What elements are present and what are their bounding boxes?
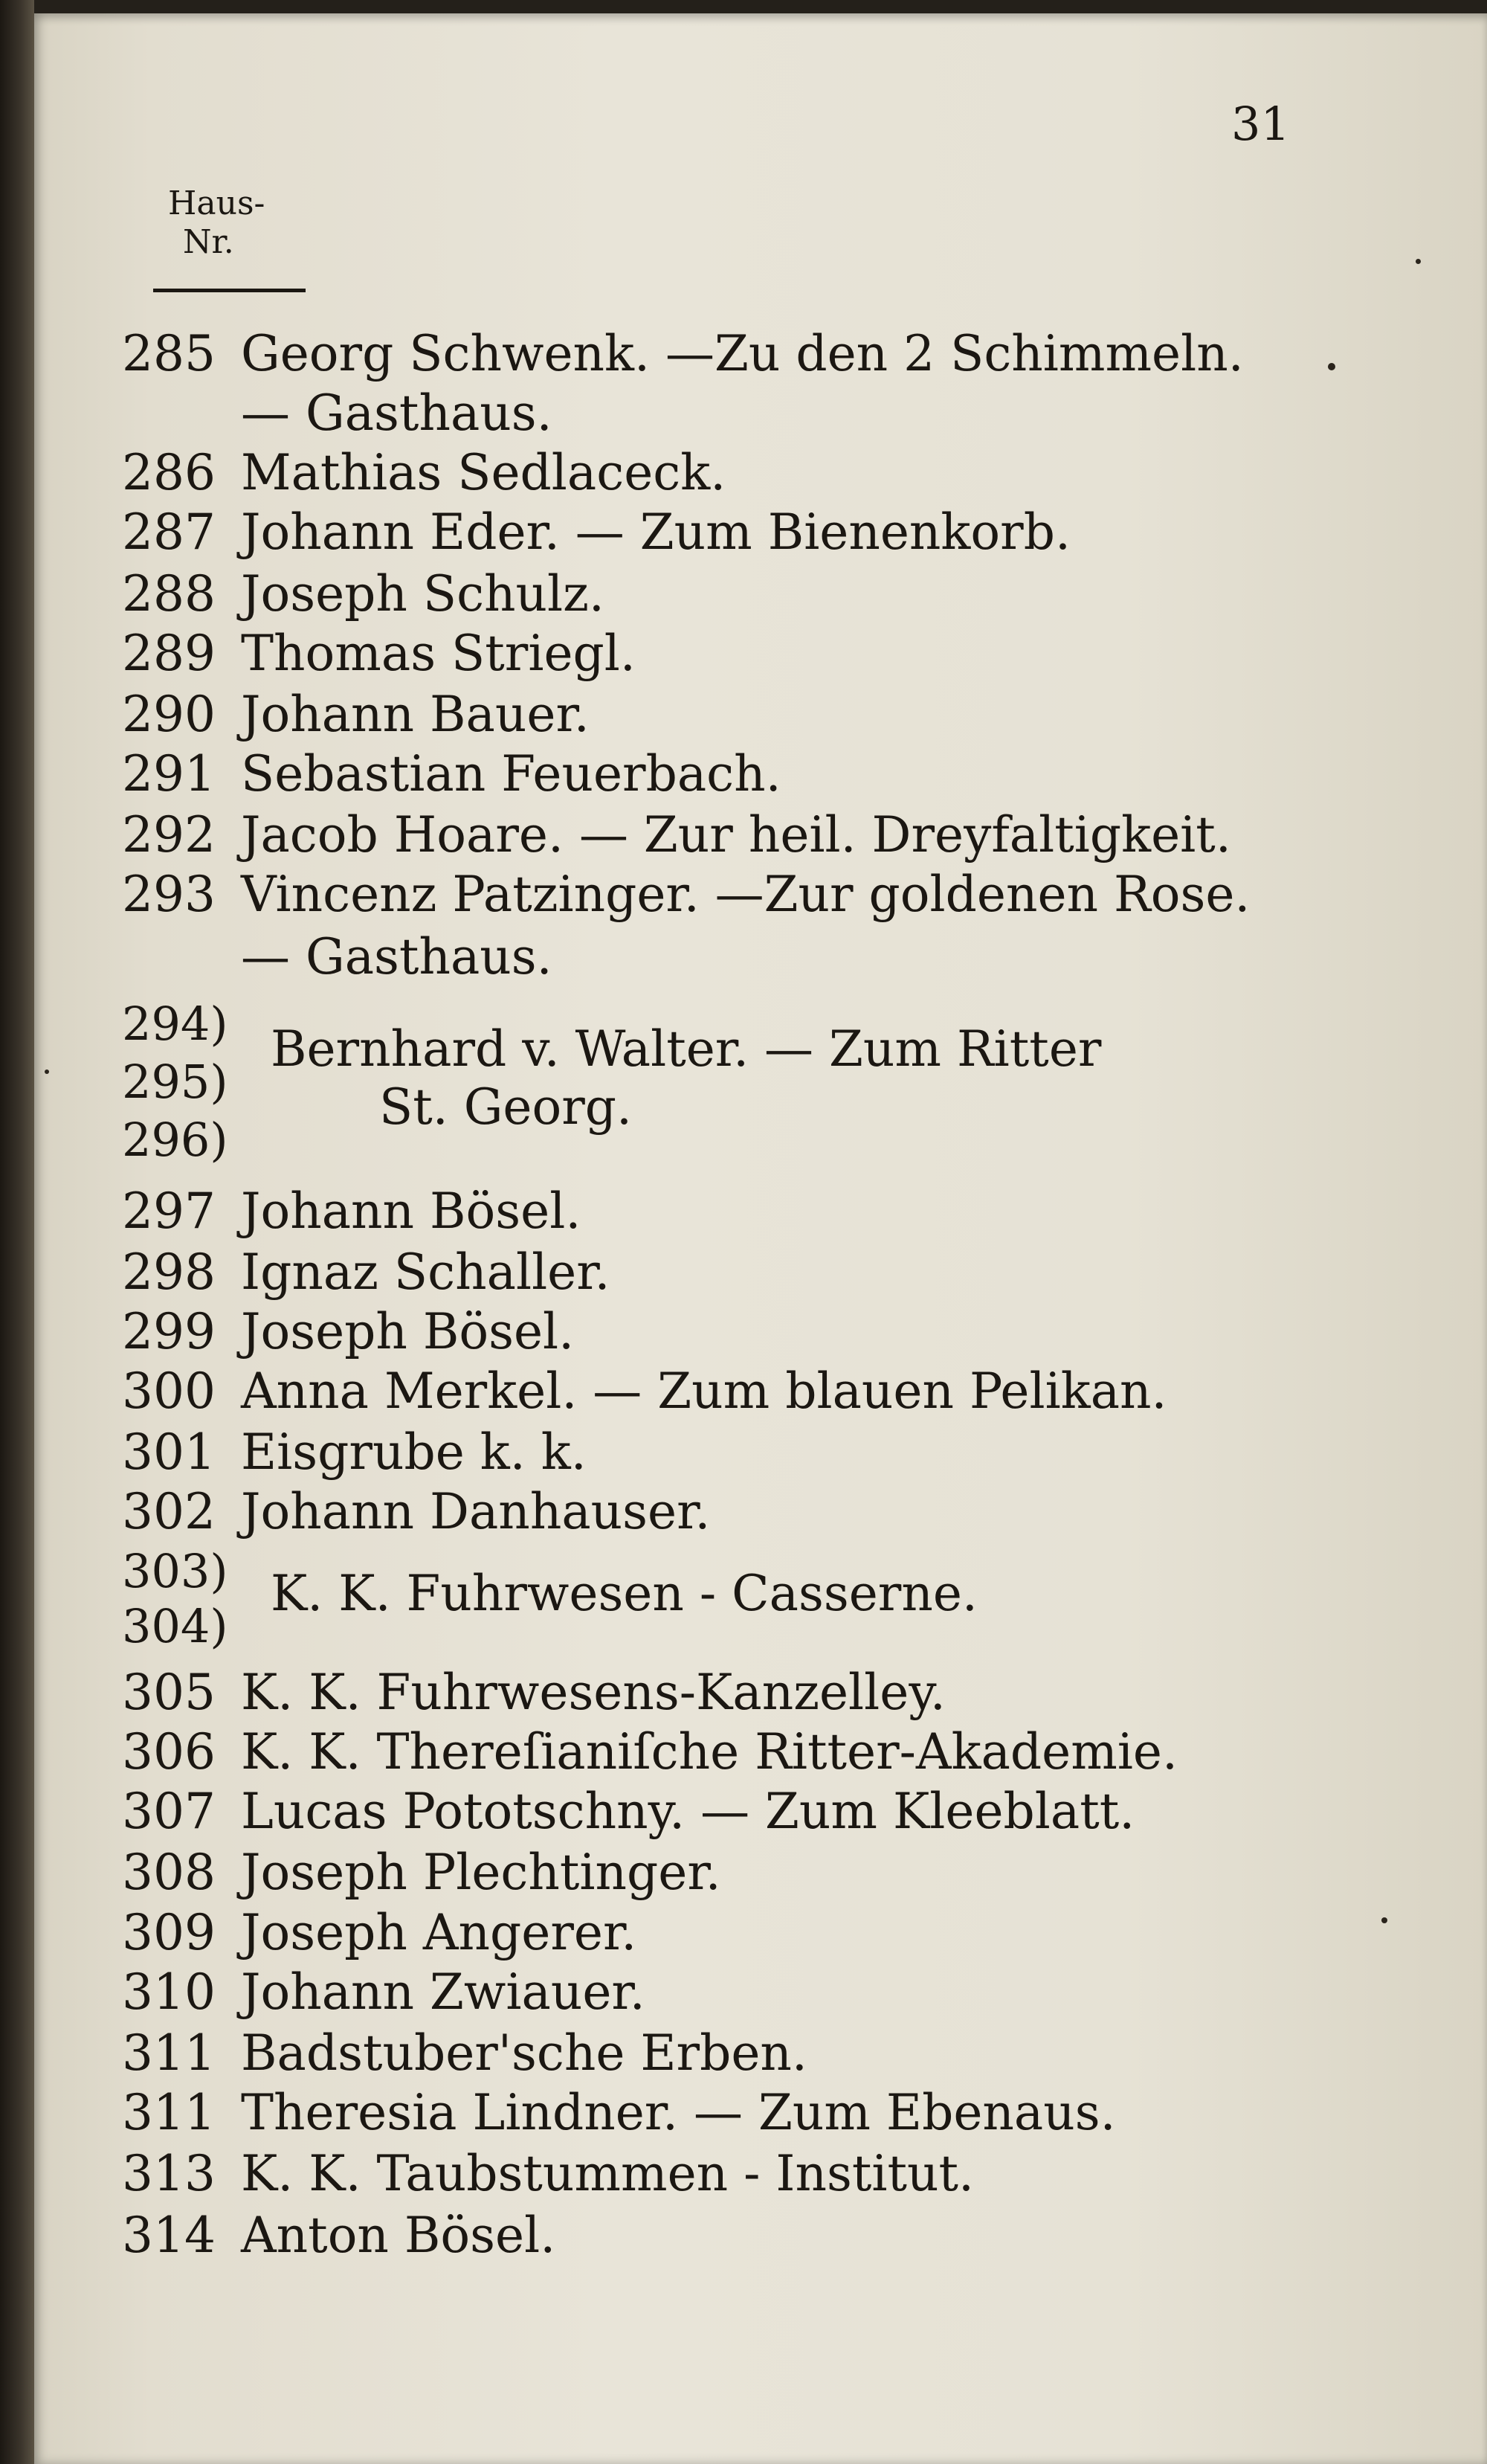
- entry-text: Sebastian Feuerbach.: [241, 745, 781, 802]
- house-number: 314: [122, 2207, 216, 2264]
- house-number: 295): [122, 1055, 228, 1109]
- paper-speck: [45, 1069, 49, 1074]
- house-number: 286: [122, 444, 216, 501]
- column-header: [168, 184, 265, 262]
- paper-speck: [1328, 363, 1335, 370]
- entry-text: Mathias Sedlaceck.: [241, 444, 726, 501]
- entry-continuation: St. Georg.: [379, 1078, 632, 1136]
- entry-text: Joseph Plechtinger.: [241, 1844, 721, 1901]
- entry-text: Johann Zwiauer.: [241, 1963, 645, 2021]
- house-number: 293: [122, 866, 216, 923]
- house-number: 300: [122, 1363, 216, 1420]
- entry-text: Joseph Bösel.: [241, 1303, 575, 1360]
- entry-text: Joseph Angerer.: [241, 1904, 637, 1961]
- house-number: 305: [122, 1664, 216, 1721]
- entry-text: Johann Eder. — Zum Bienenkorb.: [241, 504, 1071, 561]
- entry-text: Vincenz Patzinger. —Zur goldenen Rose.: [241, 866, 1251, 923]
- entry-text: Jacob Hoare. — Zur heil. Dreyfaltigkeit.: [241, 806, 1231, 863]
- entry-text: Joseph Schulz.: [241, 565, 604, 623]
- house-number: 302: [122, 1483, 216, 1540]
- house-number: 309: [122, 1904, 216, 1961]
- house-number-group: [122, 995, 228, 1169]
- entry-text: Eisgrube k. k.: [241, 1424, 587, 1481]
- house-number-group: [122, 1544, 228, 1654]
- house-number: 308: [122, 1844, 216, 1901]
- entry-text: K. K. Thereſianiſche Ritter-Akademie.: [241, 1723, 1178, 1781]
- column-header-line1: Haus-: [168, 184, 265, 222]
- house-number: 310: [122, 1963, 216, 2021]
- entry-text: K. K. Fuhrwesen - Casserne.: [271, 1565, 978, 1622]
- house-number: 304): [122, 1599, 228, 1653]
- entry-continuation: — Gasthaus.: [241, 928, 552, 985]
- entry-text: Theresia Lindner. — Zum Ebenaus.: [241, 2084, 1116, 2141]
- house-number: 311: [122, 2024, 216, 2082]
- column-header-rule: [153, 289, 306, 292]
- entry-continuation: — Gasthaus.: [241, 385, 552, 442]
- paper-speck: [1381, 1917, 1387, 1923]
- entry-text: Bernhard v. Walter. — Zum Ritter: [271, 1020, 1102, 1078]
- house-number: 311: [122, 2084, 216, 2141]
- house-number: 306: [122, 1723, 216, 1781]
- entry-text: Badstuber'sche Erben.: [241, 2024, 807, 2082]
- house-number: 299: [122, 1303, 216, 1360]
- house-number: 289: [122, 625, 216, 682]
- entry-text: Thomas Striegl.: [241, 625, 636, 682]
- house-number: 303): [122, 1544, 228, 1598]
- house-number: 290: [122, 686, 216, 743]
- house-number: 285: [122, 325, 216, 382]
- house-number: 288: [122, 565, 216, 623]
- paper-speck: [1416, 259, 1421, 264]
- house-number: 291: [122, 745, 216, 802]
- entry-text: K. K. Taubstummen - Institut.: [241, 2145, 975, 2202]
- house-number: 307: [122, 1783, 216, 1840]
- entry-text: Anna Merkel. — Zum blauen Pelikan.: [241, 1363, 1167, 1420]
- entry-text: Johann Bösel.: [241, 1183, 581, 1240]
- house-number: 296): [122, 1113, 228, 1167]
- scan-top-edge: [0, 0, 1487, 13]
- house-number: 292: [122, 806, 216, 863]
- entry-text: Georg Schwenk. —Zu den 2 Schimmeln.: [241, 325, 1244, 382]
- house-number: 287: [122, 504, 216, 561]
- house-number: 298: [122, 1244, 216, 1301]
- column-header-line2: Nr.: [183, 223, 234, 261]
- entry-text: Johann Bauer.: [241, 686, 590, 743]
- entry-text: Johann Danhauser.: [241, 1483, 711, 1540]
- entry-text: Anton Bösel.: [241, 2207, 556, 2264]
- house-number: 313: [122, 2145, 216, 2202]
- book-page: [34, 13, 1487, 2464]
- house-number: 294): [122, 997, 228, 1051]
- house-number: 301: [122, 1424, 216, 1481]
- page-number: 31: [1231, 97, 1290, 151]
- book-spine-edge: [0, 0, 34, 2464]
- entry-text: K. K. Fuhrwesens-Kanzelley.: [241, 1664, 946, 1721]
- house-number: 297: [122, 1183, 216, 1240]
- entry-text: Ignaz Schaller.: [241, 1244, 610, 1301]
- entry-text: Lucas Pototschny. — Zum Kleeblatt.: [241, 1783, 1135, 1840]
